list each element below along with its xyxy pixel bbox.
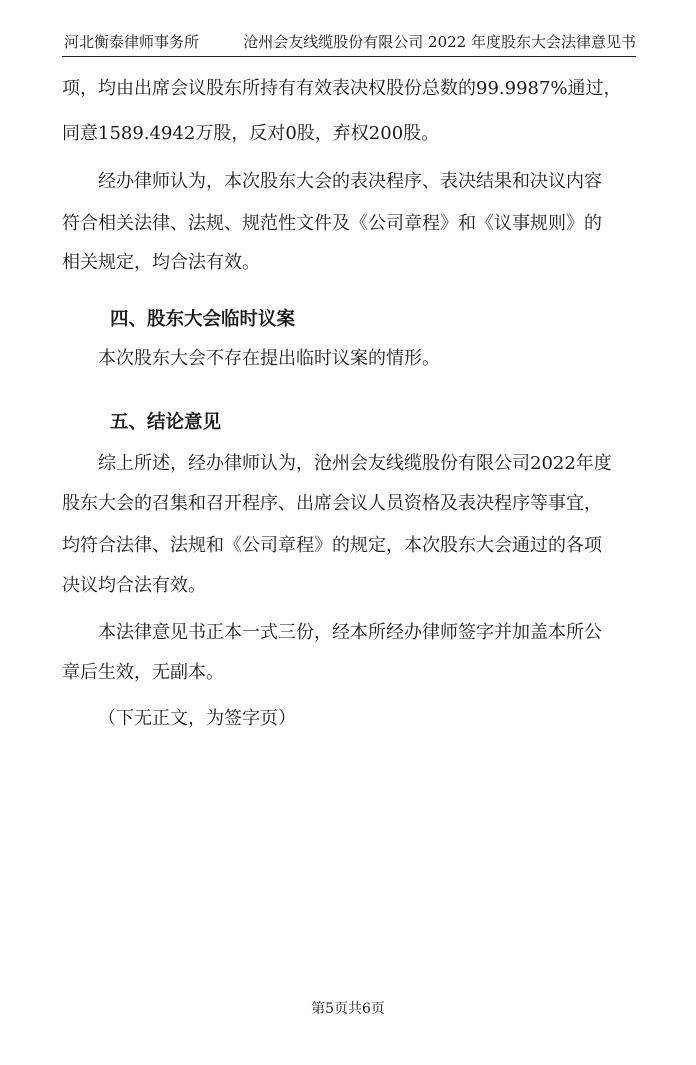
paragraph-line: 股东大会的召集和召开程序、出席会议人员资格及表决程序等事宜， (62, 493, 602, 514)
law-firm-name: 河北衡泰律师事务所 (64, 33, 200, 51)
page-number: 第5页共6页 (311, 1001, 385, 1017)
paragraph-line: 符合相关法律、法规、规范性文件及《公司章程》和《议事规则》的 (62, 213, 602, 234)
paragraph-line: 均符合法律、法规和《公司章程》的规定，本次股东大会通过的各项 (62, 535, 602, 556)
paragraph-line: 本次股东大会不存在提出临时议案的情形。 (98, 348, 440, 369)
paragraph-line: 经办律师认为，本次股东大会的表决程序、表决结果和决议内容 (98, 171, 602, 192)
paragraph-line: 综上所述，经办律师认为，沧州会友线缆股份有限公司2022年度 (98, 453, 612, 474)
section-heading: 五、结论意见 (110, 412, 222, 433)
document-title: 沧州会友线缆股份有限公司 2022 年度股东大会法律意见书 (243, 33, 636, 51)
paragraph-line: 相关规定，均合法有效。 (62, 252, 260, 273)
paragraph-line: 本法律意见书正本一式三份，经本所经办律师签字并加盖本所公 (98, 622, 602, 643)
page-header (62, 30, 636, 57)
unsigned-note: （下无正文，为签字页） (98, 708, 296, 729)
paragraph-line: 决议均合法有效。 (62, 575, 206, 596)
paragraph-line: 同意1589.4942万股，反对0股，弃权200股。 (62, 123, 440, 144)
paragraph-line: 项，均由出席会议股东所持有有效表决权股份总数的99.9987%通过， (62, 78, 622, 99)
paragraph-line: 章后生效，无副本。 (62, 662, 224, 683)
section-heading: 四、股东大会临时议案 (110, 309, 296, 330)
